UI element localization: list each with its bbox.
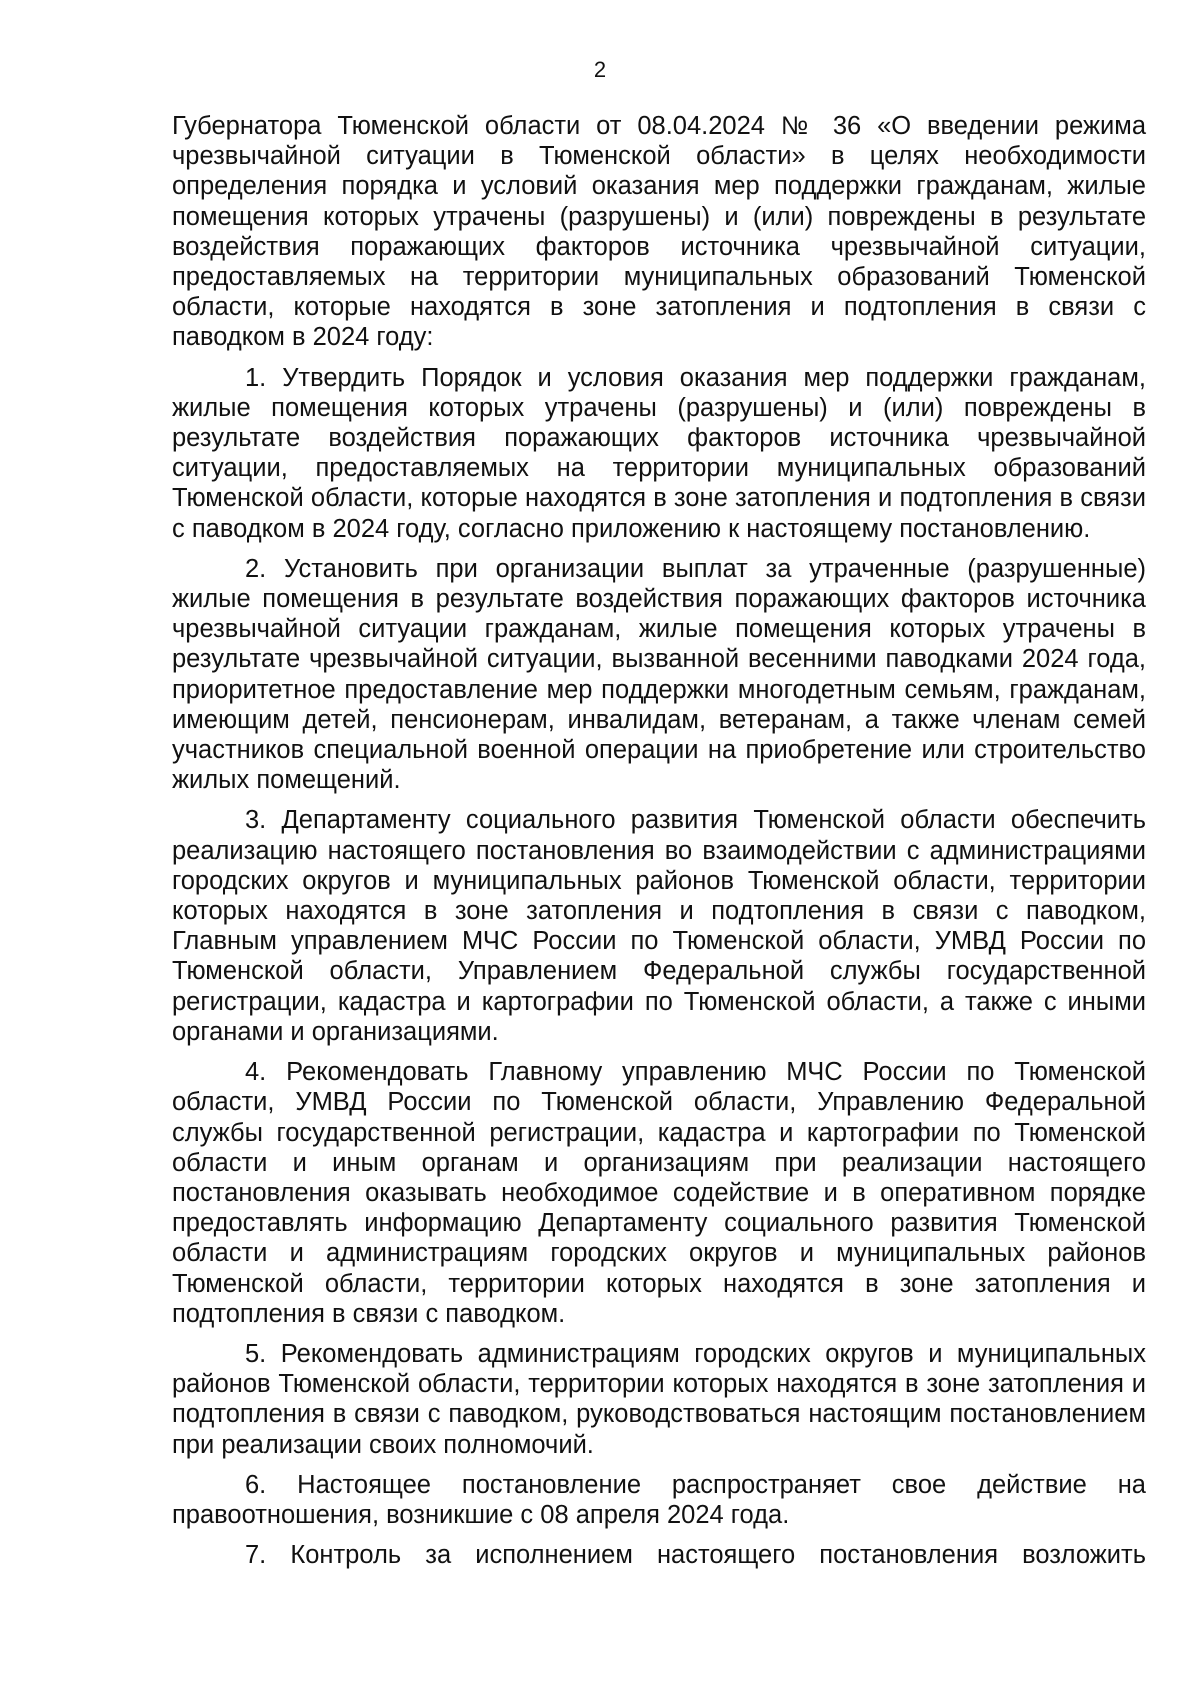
list-item-5: 5. Рекомендовать администрациям городских округов и муниципальных районов Тюменской области, территории которых находятся в зоне затопления и подтопления в связи с паводком, руководствоваться настоящим постановлением при реализации своих полномочий. bbox=[172, 1339, 1146, 1459]
list-item-4: 4. Рекомендовать Главному управлению МЧС России по Тюменской области, УМВД России по Тюменской области, Управлению Федеральной службы государственной регистрации, кадастра и картографии по Тюменской области и иным органам и организациям при реализации настоящего постановления оказывать необходимое содействие и в оперативном порядке предоставлять информацию Департаменту социального развития Тюменской области и администрациям городских округов и муниципальных районов Тюменской области, территории которых находятся в зоне затопления и подтопления в связи с паводком. bbox=[172, 1058, 1146, 1328]
list-item-7: 7. Контроль за исполнением настоящего постановления возложить bbox=[245, 1541, 1146, 1570]
list-item-6: 6. Настоящее постановление распространяет свое действие на правоотношения, возникшие с 08 апреля 2024 года. bbox=[172, 1470, 1146, 1529]
document-body bbox=[172, 111, 1146, 1570]
list-item-2: 2. Установить при организации выплат за утраченные (разрушенные) жилые помещения в результате воздействия поражающих факторов источника чрезвычайной ситуации гражданам, жилые помещения которых утрачены в результате чрезвычайной ситуации, вызванной весенними паводками 2024 года, приоритетное предоставление мер поддержки многодетным семьям, гражданам, имеющим детей, пенсионерам, инвалидам, ветеранам, а также членам семей участников специальной военной операции на приобретение или строительство жилых помещений. bbox=[172, 554, 1146, 795]
list-item-1: 1. Утвердить Порядок и условия оказания мер поддержки гражданам, жилые помещения которых утрачены (разрушены) и (или) повреждены в результате воздействия поражающих факторов источника чрезвычайной ситуации, предоставляемых на территории муниципальных образований Тюменской области, которые находятся в зоне затопления и подтопления в связи с паводком в 2024 году, согласно приложению к настоящему постановлению. bbox=[172, 363, 1146, 543]
intro-paragraph: Губернатора Тюменской области от 08.04.2024 № 36 «О введении режима чрезвычайной ситуации в Тюменской области» в целях необходимости определения порядка и условий оказания мер поддержки гражданам, жилые помещения которых утрачены (разрушены) и (или) повреждены в результате воздействия поражающих факторов источника чрезвычайной ситуации, предоставляемых на территории муниципальных образований Тюменской области, которые находятся в зоне затопления и подтопления в связи с паводком в 2024 году: bbox=[172, 112, 1146, 352]
page-number: 2 bbox=[593, 57, 607, 82]
list-item-3: 3. Департаменту социального развития Тюменской области обеспечить реализацию настоящего постановления во взаимодействии с администрациями городских округов и муниципальных районов Тюменской области, территории которых находятся в зоне затопления и подтопления в связи с паводком, Главным управлением МЧС России по Тюменской области, УМВД России по Тюменской области, Управлением Федеральной службы государственной регистрации, кадастра и картографии по Тюменской области, а также с иными органами и организациями. bbox=[172, 806, 1146, 1046]
